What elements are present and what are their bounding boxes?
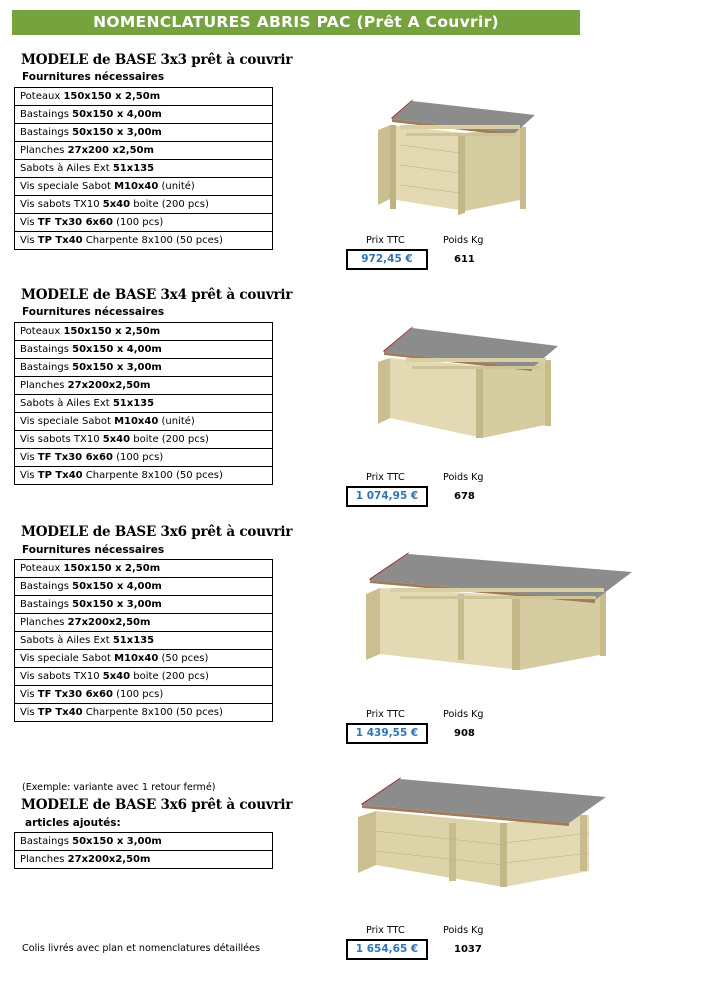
list-item: Vis sabots TX10 5x40 boite (200 pcs)	[15, 668, 272, 686]
section-title-3x6: MODELE de BASE 3x6 prêt à couvrir	[21, 524, 293, 540]
list-item: Poteaux 150x150 x 2,50m	[15, 88, 272, 106]
list-item: Vis TP Tx40 Charpente 8x100 (50 pces)	[15, 704, 272, 722]
weight-value-3x3: 611	[454, 254, 475, 265]
list-item: Vis speciale Sabot M10x40 (unité)	[15, 413, 272, 431]
section-subtitle-3x6: Fournitures nécessaires	[22, 544, 165, 556]
price-value-3x6: 1 439,55 €	[346, 723, 428, 744]
price-label-3x3: Prix TTC	[366, 235, 405, 246]
weight-label-3x6-variant: Poids Kg	[443, 925, 484, 936]
list-item: Vis sabots TX10 5x40 boite (200 pcs)	[15, 431, 272, 449]
price-label-3x4: Prix TTC	[366, 472, 405, 483]
list-item: Bastaings 50x150 x 3,00m	[15, 359, 272, 377]
item-list-3x6-variant	[14, 832, 273, 869]
list-item: Vis TP Tx40 Charpente 8x100 (50 pces)	[15, 232, 272, 250]
list-item: Planches 27x200x2,50m	[15, 377, 272, 395]
section-title-3x3: MODELE de BASE 3x3 prêt à couvrir	[21, 52, 293, 68]
price-label-3x6-variant: Prix TTC	[366, 925, 405, 936]
list-item: Bastaings 50x150 x 4,00m	[15, 341, 272, 359]
weight-label-3x3: Poids Kg	[443, 235, 484, 246]
shed-3x6-closed-image	[354, 775, 614, 890]
list-item: Vis speciale Sabot M10x40 (50 pces)	[15, 650, 272, 668]
list-item: Bastaings 50x150 x 3,00m	[15, 833, 272, 851]
list-item: Poteaux 150x150 x 2,50m	[15, 560, 272, 578]
list-item: Planches 27x200x2,50m	[15, 851, 272, 869]
item-list-3x4	[14, 322, 273, 485]
list-item: Vis TF Tx30 6x60 (100 pcs)	[15, 449, 272, 467]
shed-3x3-image	[370, 95, 540, 220]
item-list-3x6	[14, 559, 273, 722]
section-title-3x4: MODELE de BASE 3x4 prêt à couvrir	[21, 287, 293, 303]
list-item: Vis TF Tx30 6x60 (100 pcs)	[15, 686, 272, 704]
price-value-3x3: 972,45 €	[346, 249, 428, 270]
weight-label-3x6: Poids Kg	[443, 709, 484, 720]
list-item: Vis TF Tx30 6x60 (100 pcs)	[15, 214, 272, 232]
list-item: Vis speciale Sabot M10x40 (unité)	[15, 178, 272, 196]
item-list-3x3	[14, 87, 273, 250]
shed-3x4-image	[372, 322, 562, 447]
list-item: Bastaings 50x150 x 3,00m	[15, 596, 272, 614]
weight-value-3x6: 908	[454, 728, 475, 739]
list-item: Sabots à Ailes Ext 51x135	[15, 632, 272, 650]
price-value-3x6-variant: 1 654,65 €	[346, 939, 428, 960]
list-item: Sabots à Ailes Ext 51x135	[15, 160, 272, 178]
list-item: Bastaings 50x150 x 4,00m	[15, 106, 272, 124]
weight-label-3x4: Poids Kg	[443, 472, 484, 483]
list-item: Planches 27x200 x2,50m	[15, 142, 272, 160]
price-value-3x4: 1 074,95 €	[346, 486, 428, 507]
price-label-3x6: Prix TTC	[366, 709, 405, 720]
list-item: Poteaux 150x150 x 2,50m	[15, 323, 272, 341]
section-subtitle-3x6-variant: articles ajoutés:	[25, 817, 121, 829]
list-item: Bastaings 50x150 x 3,00m	[15, 124, 272, 142]
list-item: Planches 27x200x2,50m	[15, 614, 272, 632]
section-title-3x6-variant: MODELE de BASE 3x6 prêt à couvrir	[21, 797, 293, 813]
section-subtitle-3x3: Fournitures nécessaires	[22, 71, 165, 83]
weight-value-3x4: 678	[454, 491, 475, 502]
variant-note: (Exemple: variante avec 1 retour fermé)	[22, 782, 216, 793]
section-subtitle-3x4: Fournitures nécessaires	[22, 306, 165, 318]
list-item: Vis TP Tx40 Charpente 8x100 (50 pces)	[15, 467, 272, 485]
list-item: Sabots à Ailes Ext 51x135	[15, 395, 272, 413]
page-title: NOMENCLATURES ABRIS PAC (Prêt A Couvrir)	[12, 10, 580, 35]
list-item: Bastaings 50x150 x 4,00m	[15, 578, 272, 596]
list-item: Vis sabots TX10 5x40 boite (200 pcs)	[15, 196, 272, 214]
footer-note: Colis livrés avec plan et nomenclatures détaillées	[22, 943, 260, 954]
shed-3x6-image	[360, 548, 635, 678]
weight-value-3x6-variant: 1037	[454, 944, 482, 955]
